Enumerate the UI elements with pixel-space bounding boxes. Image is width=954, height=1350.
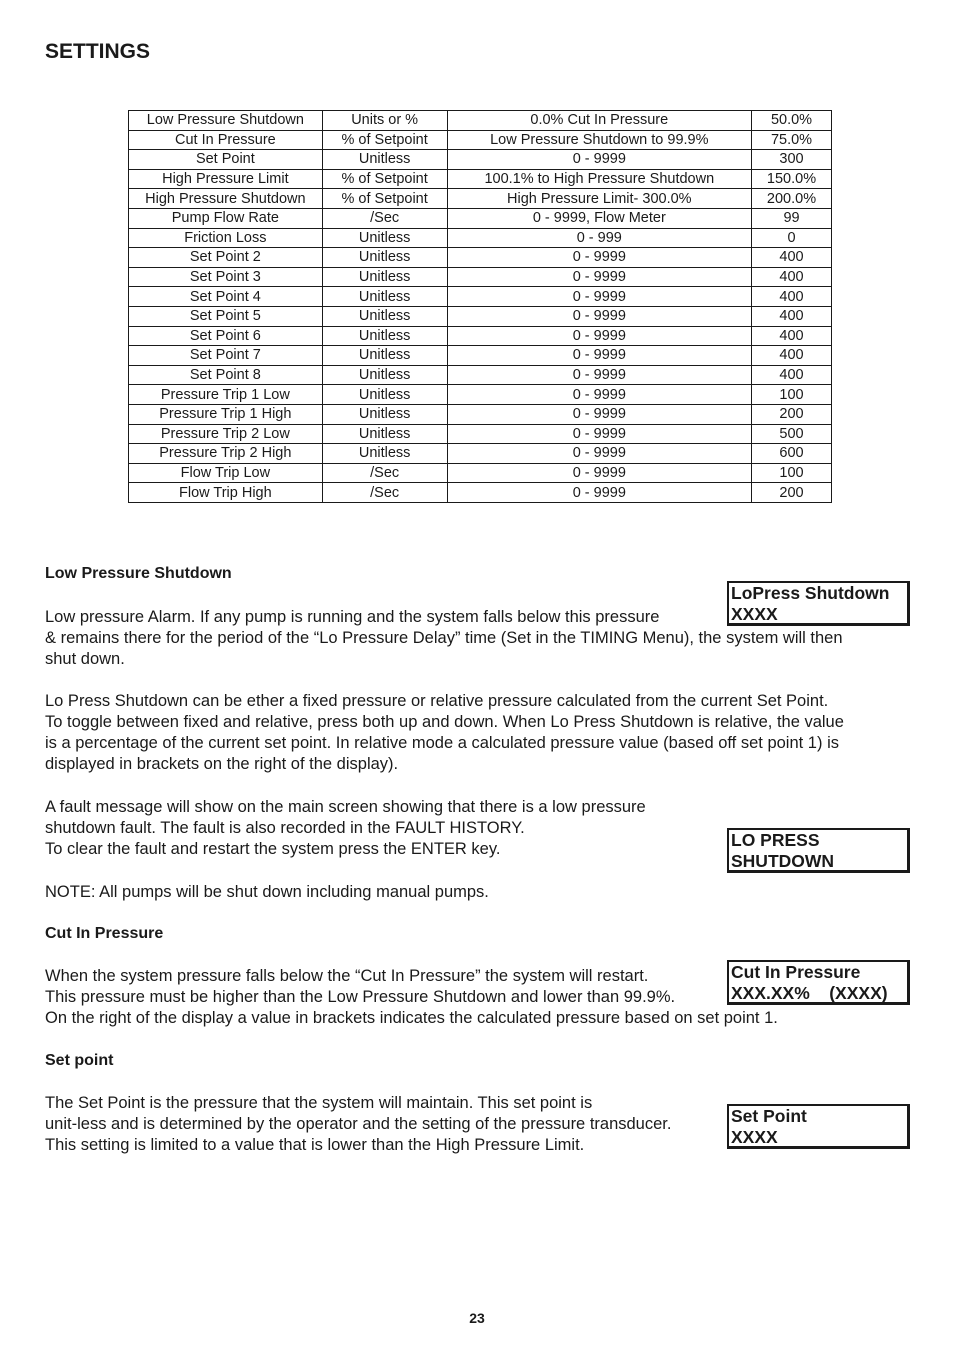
- setting-name-cell: Set Point 6: [129, 326, 323, 346]
- page-number: 23: [469, 1310, 485, 1326]
- lcd-line-1: Cut In Pressure: [731, 962, 861, 982]
- table-row: [129, 424, 832, 444]
- lcd-display-set-point: [727, 1104, 910, 1149]
- setting-units-cell: % of Setpoint: [322, 169, 447, 189]
- setting-default-cell: 400: [752, 326, 832, 346]
- setting-range-cell: Low Pressure Shutdown to 99.9%: [447, 130, 751, 150]
- setting-default-cell: 400: [752, 267, 832, 287]
- setting-units-cell: Unitless: [322, 150, 447, 170]
- lcd-line-1: Set Point: [731, 1106, 807, 1126]
- text-line: NOTE: All pumps will be shut down including manual pumps.: [45, 883, 489, 901]
- table-row: [129, 208, 832, 228]
- lcd-display-cut-in-pressure: [727, 960, 910, 1005]
- table-row: [129, 444, 832, 464]
- text-line: This setting is limited to a value that is lower than the High Pressure Limit.: [45, 1136, 585, 1154]
- setting-default-cell: 400: [752, 306, 832, 326]
- page-title: SETTINGS: [45, 40, 151, 63]
- setting-range-cell: High Pressure Limit- 300.0%: [447, 189, 751, 209]
- lcd-line-1: LoPress Shutdown: [731, 583, 890, 603]
- table-row: [129, 385, 832, 405]
- paragraph-lo-press-mode: [45, 691, 905, 775]
- setting-name-cell: Set Point: [129, 150, 323, 170]
- setting-units-cell: /Sec: [322, 208, 447, 228]
- setting-units-cell: Unitless: [322, 267, 447, 287]
- setting-default-cell: 100: [752, 463, 832, 483]
- setting-default-cell: 400: [752, 365, 832, 385]
- setting-name-cell: Pressure Trip 2 Low: [129, 424, 323, 444]
- setting-name-cell: Pressure Trip 1 Low: [129, 385, 323, 405]
- settings-table-body: [129, 111, 832, 503]
- setting-units-cell: Unitless: [322, 287, 447, 307]
- table-row: [129, 150, 832, 170]
- section-title-cut-in-pressure: Cut In Pressure: [45, 925, 164, 942]
- setting-range-cell: 0.0% Cut In Pressure: [447, 111, 751, 131]
- setting-range-cell: 0 - 9999: [447, 444, 751, 464]
- table-row: [129, 189, 832, 209]
- setting-range-cell: 0 - 9999: [447, 287, 751, 307]
- setting-units-cell: Units or %: [322, 111, 447, 131]
- setting-name-cell: Flow Trip Low: [129, 463, 323, 483]
- setting-units-cell: Unitless: [322, 385, 447, 405]
- table-row: [129, 248, 832, 268]
- setting-range-cell: 0 - 9999: [447, 483, 751, 503]
- setting-name-cell: Friction Loss: [129, 228, 323, 248]
- settings-table: [128, 110, 832, 503]
- section-title-set-point: Set point: [45, 1052, 114, 1069]
- text-line: This pressure must be higher than the Low Pressure Shutdown and lower than 99.9%.: [45, 988, 676, 1006]
- setting-range-cell: 100.1% to High Pressure Shutdown: [447, 169, 751, 189]
- table-row: [129, 287, 832, 307]
- setting-default-cell: 0: [752, 228, 832, 248]
- setting-units-cell: % of Setpoint: [322, 130, 447, 150]
- text-line: To clear the fault and restart the system press the ENTER key.: [45, 840, 501, 858]
- setting-default-cell: 300: [752, 150, 832, 170]
- text-line: shut down.: [45, 650, 125, 668]
- table-row: [129, 267, 832, 287]
- setting-name-cell: Set Point 5: [129, 306, 323, 326]
- setting-name-cell: Set Point 7: [129, 346, 323, 366]
- text-line: displayed in brackets on the right of the display).: [45, 755, 399, 773]
- setting-units-cell: Unitless: [322, 424, 447, 444]
- setting-range-cell: 0 - 9999, Flow Meter: [447, 208, 751, 228]
- setting-name-cell: Cut In Pressure: [129, 130, 323, 150]
- lcd-line-2: XXXX: [731, 604, 778, 624]
- setting-name-cell: Low Pressure Shutdown: [129, 111, 323, 131]
- setting-range-cell: 0 - 9999: [447, 326, 751, 346]
- table-row: [129, 346, 832, 366]
- table-row: [129, 306, 832, 326]
- setting-units-cell: Unitless: [322, 326, 447, 346]
- table-row: [129, 463, 832, 483]
- table-row: [129, 483, 832, 503]
- setting-default-cell: 200: [752, 483, 832, 503]
- setting-units-cell: Unitless: [322, 306, 447, 326]
- setting-units-cell: Unitless: [322, 248, 447, 268]
- table-row: [129, 326, 832, 346]
- note-text: [45, 882, 905, 903]
- text-line: unit-less and is determined by the operator and the setting of the pressure transducer.: [45, 1115, 672, 1133]
- text-line: On the right of the display a value in brackets indicates the calculated pressure based on set point 1.: [45, 1009, 778, 1027]
- setting-range-cell: 0 - 9999: [447, 385, 751, 405]
- text-line: Lo Press Shutdown can be ether a fixed pressure or relative pressure calculated from the current Set Point.: [45, 692, 829, 710]
- table-row: [129, 365, 832, 385]
- setting-default-cell: 200: [752, 404, 832, 424]
- setting-units-cell: /Sec: [322, 463, 447, 483]
- setting-default-cell: 150.0%: [752, 169, 832, 189]
- setting-default-cell: 400: [752, 287, 832, 307]
- setting-name-cell: Set Point 2: [129, 248, 323, 268]
- setting-name-cell: Set Point 3: [129, 267, 323, 287]
- text-line: A fault message will show on the main screen showing that there is a low pressure: [45, 798, 646, 816]
- setting-default-cell: 500: [752, 424, 832, 444]
- table-row: [129, 130, 832, 150]
- text-line: shutdown fault. The fault is also recorded in the FAULT HISTORY.: [45, 819, 525, 837]
- setting-units-cell: Unitless: [322, 228, 447, 248]
- table-row: [129, 228, 832, 248]
- setting-range-cell: 0 - 9999: [447, 365, 751, 385]
- table-row: [129, 111, 832, 131]
- setting-name-cell: Set Point 4: [129, 287, 323, 307]
- setting-units-cell: Unitless: [322, 444, 447, 464]
- setting-units-cell: /Sec: [322, 483, 447, 503]
- setting-range-cell: 0 - 9999: [447, 424, 751, 444]
- setting-name-cell: Set Point 8: [129, 365, 323, 385]
- setting-default-cell: 600: [752, 444, 832, 464]
- setting-name-cell: Pressure Trip 2 High: [129, 444, 323, 464]
- text-line: The Set Point is the pressure that the system will maintain. This set point is: [45, 1094, 593, 1112]
- setting-name-cell: Flow Trip High: [129, 483, 323, 503]
- setting-units-cell: % of Setpoint: [322, 189, 447, 209]
- setting-units-cell: Unitless: [322, 404, 447, 424]
- setting-default-cell: 400: [752, 346, 832, 366]
- setting-range-cell: 0 - 9999: [447, 346, 751, 366]
- setting-units-cell: Unitless: [322, 365, 447, 385]
- setting-units-cell: Unitless: [322, 346, 447, 366]
- setting-default-cell: 100: [752, 385, 832, 405]
- setting-range-cell: 0 - 9999: [447, 150, 751, 170]
- section-title-low-pressure-shutdown: Low Pressure Shutdown: [45, 565, 232, 582]
- lcd-line-1: LO PRESS: [731, 830, 820, 850]
- lcd-display-lo-press-fault: [727, 828, 910, 873]
- setting-name-cell: Pump Flow Rate: [129, 208, 323, 228]
- text-line: is a percentage of the current set point. In relative mode a calculated pressure value (based off set point 1) is: [45, 734, 839, 752]
- text-line: Low pressure Alarm. If any pump is running and the system falls below this pressure: [45, 608, 660, 626]
- setting-default-cell: 50.0%: [752, 111, 832, 131]
- table-row: [129, 404, 832, 424]
- setting-name-cell: High Pressure Shutdown: [129, 189, 323, 209]
- setting-range-cell: 0 - 9999: [447, 463, 751, 483]
- text-line: & remains there for the period of the “Lo Pressure Delay” time (Set in the TIMING Menu), the system will then: [45, 629, 843, 647]
- setting-default-cell: 75.0%: [752, 130, 832, 150]
- setting-range-cell: 0 - 9999: [447, 248, 751, 268]
- setting-default-cell: 200.0%: [752, 189, 832, 209]
- setting-range-cell: 0 - 9999: [447, 404, 751, 424]
- setting-default-cell: 400: [752, 248, 832, 268]
- lcd-line-2: XXX.XX% (XXXX): [731, 983, 888, 1003]
- setting-name-cell: High Pressure Limit: [129, 169, 323, 189]
- setting-default-cell: 99: [752, 208, 832, 228]
- lcd-line-2: SHUTDOWN: [731, 851, 835, 871]
- setting-name-cell: Pressure Trip 1 High: [129, 404, 323, 424]
- setting-range-cell: 0 - 9999: [447, 306, 751, 326]
- text-line: To toggle between fixed and relative, press both up and down. When Lo Press Shutdown is relative, the value: [45, 713, 844, 731]
- lcd-line-2: XXXX: [731, 1127, 778, 1147]
- setting-range-cell: 0 - 999: [447, 228, 751, 248]
- table-row: [129, 169, 832, 189]
- paragraph-low-pressure-alarm: [45, 607, 905, 670]
- setting-range-cell: 0 - 9999: [447, 267, 751, 287]
- text-line: When the system pressure falls below the “Cut In Pressure” the system will restart.: [45, 967, 649, 985]
